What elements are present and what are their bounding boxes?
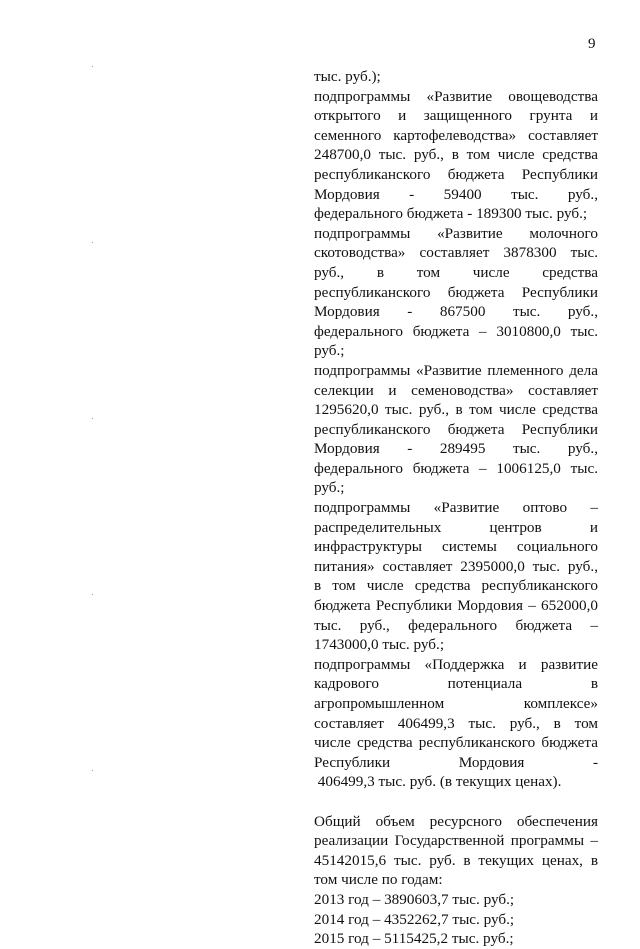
text-line: Мордовия - 59400 тыс. руб., <box>314 185 598 203</box>
text-line: подпрограммы «Развитие оптово – <box>314 499 598 517</box>
scan-speck <box>92 594 93 595</box>
text-line: питания» составляет 2395000,0 тыс. руб., <box>314 557 598 575</box>
text-line: федерального бюджета - 189300 тыс. руб.; <box>314 205 588 223</box>
text-line: подпрограммы «Развитие овощеводства <box>314 87 598 105</box>
scan-speck <box>92 242 93 243</box>
blank-line <box>314 792 598 812</box>
text-line: скотоводства» составляет 3878300 тыс. <box>314 244 598 262</box>
text-line: Республики Мордовия - <box>314 753 598 771</box>
text-line: 2014 год – 4352262,7 тыс. руб.; <box>314 910 515 928</box>
text-line: семенного картофелеводства» составляет <box>314 126 598 144</box>
text-line: бюджета Республики Мордовия – 652000,0 <box>314 597 598 615</box>
text-line: агропромышленном комплексе» <box>314 695 598 712</box>
text-line: том числе по годам: <box>314 871 443 889</box>
text-line: инфраструктуры системы социального <box>314 538 598 556</box>
text-line: республиканского бюджета Республики <box>314 420 598 438</box>
text-line: 1743000,0 тыс. руб.; <box>314 636 445 654</box>
text-line: Мордовия - 289495 тыс. руб., <box>314 440 598 458</box>
text-line: числе средства республиканского бюджета <box>314 734 598 752</box>
text-line: Общий объем ресурсного обеспечения <box>314 812 598 830</box>
text-line: тыс. руб.); <box>314 68 381 85</box>
scan-speck <box>92 66 93 67</box>
text-line: 1295620,0 тыс. руб., в том числе средства <box>314 401 598 419</box>
text-line: селекции и семеноводства» составляет <box>314 381 598 399</box>
scan-speck <box>92 770 93 771</box>
text-line: 2013 год – 3890603,7 тыс. руб.; <box>314 890 515 908</box>
text-line: открытого и защищенного грунта и <box>314 107 598 125</box>
text-line: подпрограммы «Развитие молочного <box>314 224 598 242</box>
text-line: Мордовия - 867500 тыс. руб., <box>314 303 598 321</box>
page-number: 9 <box>588 36 596 52</box>
text-line: подпрограммы «Развитие племенного дела <box>314 361 598 379</box>
text-line: 248700,0 тыс. руб., в том числе средства <box>314 146 598 164</box>
text-line: в том числе средства республиканского <box>314 577 598 595</box>
text-line: распределительных центров и <box>314 518 598 536</box>
text-line: руб.; <box>314 342 345 360</box>
text-line: республиканского бюджета Республики <box>314 283 598 301</box>
text-line: республиканского бюджета Республики <box>314 165 598 183</box>
text-line: 406499,3 тыс. руб. (в текущих ценах). <box>314 773 562 791</box>
text-line: подпрограммы «Поддержка и развитие <box>314 655 598 673</box>
text-line: федерального бюджета – 3010800,0 тыс. <box>314 322 598 340</box>
text-line: 45142015,6 тыс. руб. в текущих ценах, в <box>314 851 598 869</box>
scan-speck <box>92 418 93 419</box>
text-line: 2015 год – 5115425,2 тыс. руб.; <box>314 930 514 948</box>
text-line: руб.; <box>314 479 345 497</box>
body-text <box>314 67 598 949</box>
text-line: тыс. руб., федерального бюджета – <box>314 616 598 634</box>
text-line: составляет 406499,3 тыс. руб., в том <box>314 714 598 732</box>
text-line: кадрового потенциала в <box>314 675 598 693</box>
text-line: руб., в том числе средства <box>314 263 598 281</box>
text-line: реализации Государственной программы – <box>314 832 598 850</box>
text-line: федерального бюджета – 1006125,0 тыс. <box>314 459 598 477</box>
